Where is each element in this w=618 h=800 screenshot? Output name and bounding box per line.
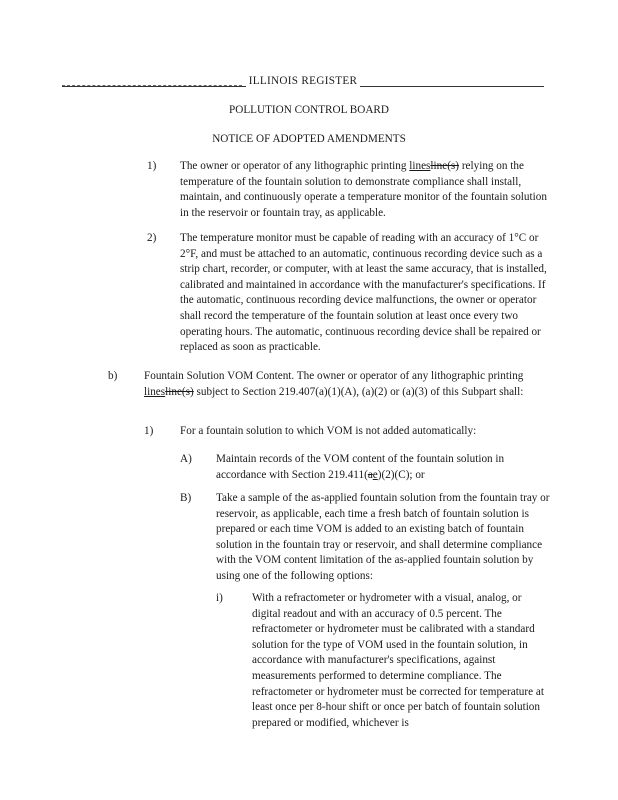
item-1-text-a: The owner or operator of any lithographic printing xyxy=(180,160,410,172)
header-rule-dashes xyxy=(62,85,242,86)
item-b-inserted: lines xyxy=(144,385,166,398)
item-1-text-b: relying on the temperature of the fountain solution to demonstrate compliance shall install, maintain, and continuously operate a temperature monitor of the fountain solution in the reservoir or fountain tray, as applicable. xyxy=(180,160,547,219)
item-1-inserted: lines xyxy=(409,160,431,172)
item-2-text: The temperature monitor must be capable of reading with an accuracy of 1°C or 2°F, and must be attached to an automatic, continuous recording device such as a strip chart, recorder, or computer, with at least the same accuracy, that is installed, calibrated and maintained in accordance with the manufacturer's specifications. If the automatic, continuous recording device malfunctions, the owner or operator shall record the temperature of the fountain solution at least once every two operating hours. The automatic, continuous recording device shall be repaired or replaced as soon as practicable. xyxy=(180,232,547,354)
item-b-label: b) xyxy=(108,370,118,382)
item-b-deleted: line(s) xyxy=(165,385,194,398)
item-A-inserted: e xyxy=(372,468,378,481)
item-b-text-a: Fountain Solution VOM Content. The owner or operator of any lithographic printing xyxy=(144,370,524,382)
item-i-label: i) xyxy=(216,592,223,604)
item-B-label: B) xyxy=(180,492,192,504)
register-title: ILLINOIS REGISTER xyxy=(246,75,361,87)
item-1-deleted: line(s) xyxy=(430,160,460,172)
item-1-text xyxy=(180,159,550,221)
item-1-label: 1) xyxy=(147,160,157,172)
item-B-text: Take a sample of the as-applied fountain solution from the fountain tray or reservoir, as applicable, each time a fresh batch of fountain solution is prepared or each time VOM is added to an existing batch of fountain solution in the fountain tray or reservoir, and shall determine compliance with the VOM content limitation of the as-applied fountain solution by using one of the following options: xyxy=(216,492,550,582)
item-b-text-b: subject to Section 219.407(a)(1)(A), (a)(2) or (a)(3) of this Subpart shall: xyxy=(193,385,524,398)
item-2-label: 2) xyxy=(147,232,157,244)
item-b1-label: 1) xyxy=(144,425,154,437)
item-A-deleted: a xyxy=(367,468,373,481)
item-A-text-b: )(2)(C); or xyxy=(377,468,425,481)
board-title: POLLUTION CONTROL BOARD xyxy=(229,104,389,116)
item-b1-text: For a fountain solution to which VOM is not added automatically: xyxy=(180,425,477,437)
item-i-text: With a refractometer or hydrometer with a visual, analog, or digital readout and with an accuracy of 0.5 percent. The refractometer or hydrometer must be calibrated with a standard solution for the type of VOM used in the fountain solution, in accordance with manufacturer's specifications, against measurements performed to determine compliance. The refractometer or hydrometer must be corrected for temperature at least once per 8-hour shift or once per batch of fountain solution prepared or modified, whichever is xyxy=(252,592,544,729)
item-A-text-a: Maintain records of the VOM content of the fountain solution in accordance with Section 219.411( xyxy=(216,453,505,481)
notice-title: NOTICE OF ADOPTED AMENDMENTS xyxy=(212,133,406,145)
item-A-label: A) xyxy=(180,453,192,465)
register-header xyxy=(62,74,544,88)
item-A-text xyxy=(216,452,550,483)
item-b-text xyxy=(144,369,550,400)
